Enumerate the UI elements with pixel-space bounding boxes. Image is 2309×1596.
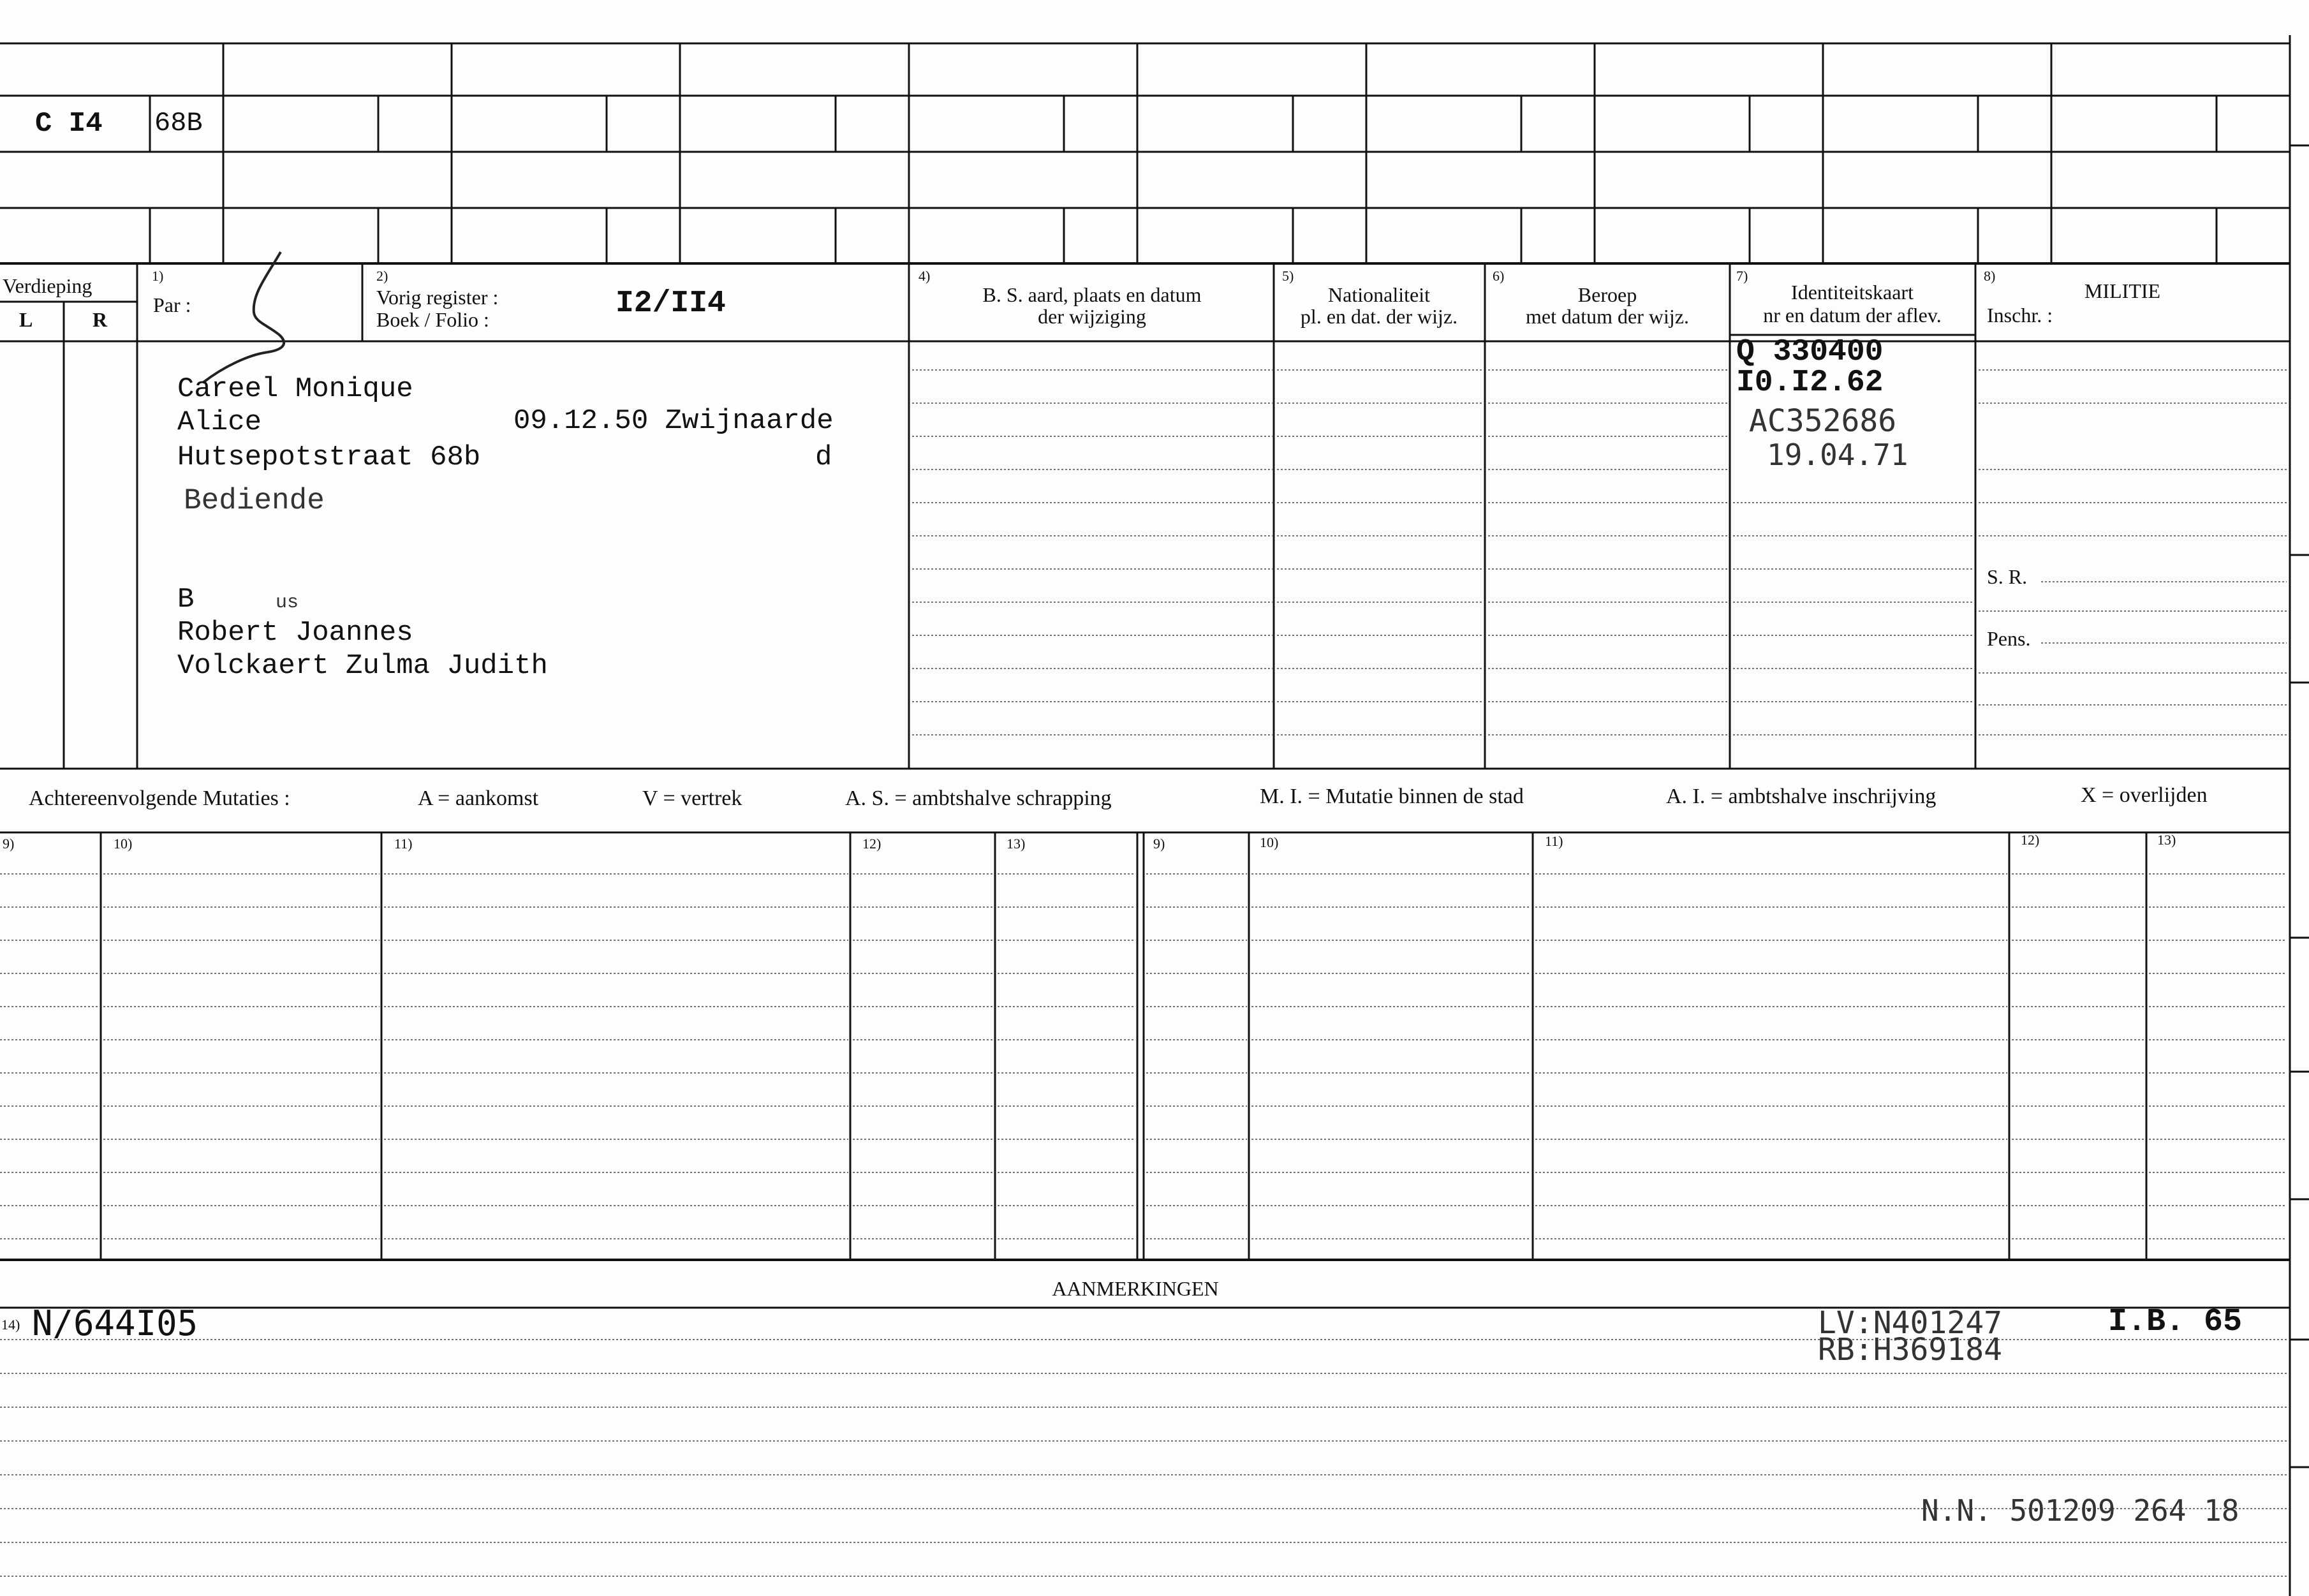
beroep-header-line2: met datum der wijz. — [1526, 305, 1689, 328]
aanmerkingen-title: AANMERKINGEN — [1052, 1277, 1219, 1300]
person-name: Careel Monique — [177, 373, 413, 405]
person-b-note: us — [276, 592, 299, 614]
field-2-number: 2) — [376, 268, 388, 284]
mutaties-legend-ai: A. I. = ambtshalve inschrijving — [1666, 785, 1936, 808]
person-mother: Volckaert Zulma Judith — [177, 650, 548, 682]
nationaliteit-header-line1: Nationaliteit — [1328, 283, 1430, 306]
mutaties-col-13-left: 13) — [1007, 836, 1026, 852]
inschr-label: Inschr. : — [1987, 304, 2053, 327]
militie-label: MILITIE — [2084, 279, 2161, 302]
par-label: Par : — [153, 293, 191, 316]
field-7-number: 7) — [1736, 268, 1748, 284]
mutaties-col-9-right: 9) — [1153, 836, 1165, 852]
bs-header-line1: B. S. aard, plaats en datum — [982, 283, 1202, 306]
top-code-1: C I4 — [35, 108, 103, 140]
person-first-name: Alice — [177, 406, 262, 438]
id-card-1-date: I0.I2.62 — [1736, 366, 1884, 400]
field-1-number: 1) — [152, 268, 164, 284]
field-8-number: 8) — [1984, 268, 1996, 284]
mutaties-legend-a: A = aankomst — [418, 787, 539, 810]
person-address: Hutsepotstraat 68b — [177, 441, 481, 473]
aanmerkingen-ib: I.B. 65 — [2108, 1304, 2243, 1340]
mutaties-legend-mi: M. I. = Mutatie binnen de stad — [1260, 785, 1524, 808]
mutaties-col-11-left: 11) — [394, 836, 413, 852]
id-card-1-number: Q 330400 — [1736, 335, 1884, 369]
vorig-register-label: Vorig register : — [376, 286, 499, 309]
person-birth: 09.12.50 Zwijnaarde — [513, 405, 834, 437]
nationaliteit-header-line2: pl. en dat. der wijz. — [1300, 305, 1458, 328]
top-code-2: 68B — [154, 108, 203, 138]
mutaties-legend-as: A. S. = ambtshalve schrapping — [845, 787, 1112, 810]
pen-mark — [203, 252, 284, 383]
bs-header-line2: der wijziging — [1038, 305, 1146, 328]
person-father: Robert Joannes — [177, 617, 413, 649]
aanmerkingen-rb: RB:H369184 — [1818, 1332, 2002, 1368]
pens-label: Pens. — [1987, 627, 2031, 650]
mutaties-col-10-left: 10) — [114, 836, 133, 852]
l-label: L — [19, 308, 33, 331]
verdieping-label: Verdieping — [3, 274, 92, 297]
r-label: R — [92, 308, 108, 331]
identiteitskaart-header-line1: Identiteitskaart — [1791, 281, 1914, 304]
field-5-number: 5) — [1282, 268, 1294, 284]
person-occupation: Bediende — [184, 484, 325, 517]
mutaties-col-10-right: 10) — [1260, 834, 1279, 850]
field-4-number: 4) — [918, 268, 931, 284]
id-card-2-date: 19.04.71 — [1767, 438, 1908, 472]
field-14-number: 14) — [1, 1317, 20, 1333]
mutaties-col-12-right: 12) — [2021, 832, 2040, 848]
aanmerkingen-value: N/644I05 — [32, 1303, 198, 1343]
field-6-number: 6) — [1493, 268, 1505, 284]
mutaties-title: Achtereenvolgende Mutaties : — [29, 787, 290, 810]
person-letter: d — [815, 441, 832, 473]
aanmerkingen-nn: N.N. 501209 264 18 — [1921, 1493, 2239, 1528]
boek-folio-label: Boek / Folio : — [376, 308, 489, 331]
mutaties-legend-x: X = overlijden — [2081, 783, 2208, 807]
mutaties-col-12-left: 12) — [862, 836, 882, 852]
sr-label: S. R. — [1987, 565, 2028, 588]
mutaties-legend-v: V = vertrek — [642, 787, 742, 810]
aanmerkingen-lv: LV:N401247 — [1818, 1305, 2002, 1341]
beroep-header-line1: Beroep — [1577, 283, 1637, 306]
vorig-register-value: I2/II4 — [616, 286, 726, 321]
mutaties-col-9-left: 9) — [3, 836, 15, 852]
mutaties-col-11-right: 11) — [1545, 833, 1563, 849]
person-b: B — [177, 584, 195, 616]
mutaties-col-13-right: 13) — [2157, 832, 2176, 848]
id-card-2-number: AC352686 — [1749, 403, 1897, 439]
identiteitskaart-header-line2: nr en datum der aflev. — [1763, 304, 1942, 327]
